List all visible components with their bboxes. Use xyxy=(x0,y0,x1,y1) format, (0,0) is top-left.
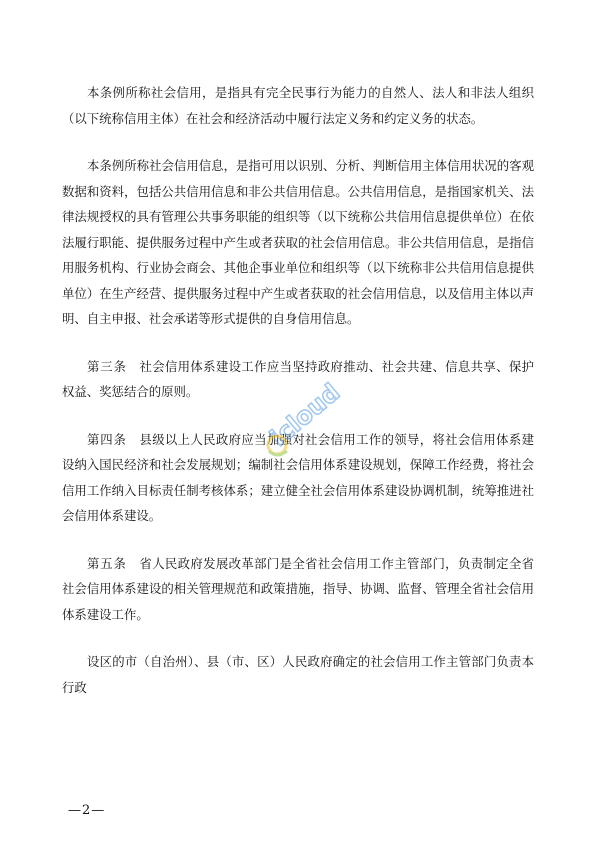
watermark-text: icloud xyxy=(264,378,346,452)
paragraph-text: 本条例所称社会信用信息，是指可用以识别、分析、判断信用主体信用状况的客观数据和资料，包括公共信用信息和非公共信用信息。公共信用信息，是指国家机关、法律法规授权的具有管理公共事务职能的组织等（以下统称公共信用信息提供单位）在依法履行职能、提供服务过程中产生或者获取的社会信用信息。非公共信用信息，是指信用服务机构、行业协会商会、其他企事业单位和组织等（以下统称非公共信用信息提供单位）在生产经营、提供服务过程中产生或者获取的社会信用信息，以及信用主体以声明、自主申报、社会承诺等形式提供的自身信用信息。 xyxy=(62,158,534,326)
paragraph-text: 社会信用体系建设工作应当坚持政府推动、社会共建、信息共享、保护权益、奖惩结合的原则。 xyxy=(62,358,535,399)
paragraph-1 xyxy=(62,80,534,131)
paragraph-text: 设区的市（自治州）、县（市、区）人民政府确定的社会信用工作主管部门负责本行政 xyxy=(62,654,534,695)
paragraph-text: 省人民政府发展改革部门是全省社会信用工作主管部门，负责制定全省社会信用体系建设的相关管理规范和政策措施，指导、协调、监督、管理全省社会信用体系建设工作。 xyxy=(62,555,535,622)
article-number: 第五条 xyxy=(87,555,127,571)
paragraph-text: 县级以上人民政府应当加强对社会信用工作的领导，将社会信用体系建设纳入国民经济和社会发展规划；编制社会信用体系建设规划，保障工作经费，将社会信用工作纳入目标责任制考核体系；建立健全社会信用体系建设协调机制，统筹推进社会信用体系建设。 xyxy=(62,431,535,523)
article-number: 第四条 xyxy=(87,431,127,447)
paragraph-text: 本条例所称社会信用，是指具有完全民事行为能力的自然人、法人和非法人组织（以下统称信用主体）在社会和经济活动中履行法定义务和约定义务的状态。 xyxy=(62,85,534,126)
paragraph-6 xyxy=(62,649,534,700)
paragraph-article-3 xyxy=(62,354,534,405)
page-number: —2— xyxy=(68,803,106,818)
document-body xyxy=(62,80,534,722)
paragraph-article-4 xyxy=(62,427,534,529)
article-number: 第三条 xyxy=(87,358,127,374)
paragraph-2 xyxy=(62,153,534,332)
paragraph-article-5 xyxy=(62,551,534,628)
